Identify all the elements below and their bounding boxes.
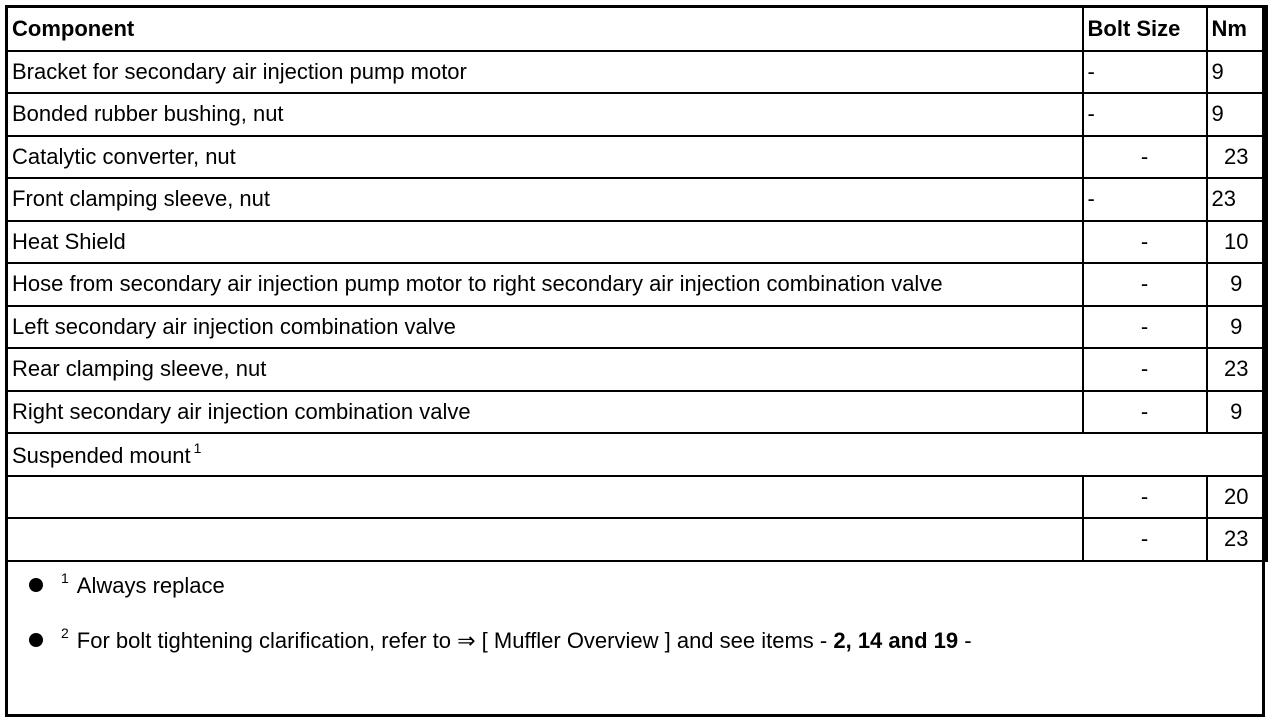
table-row-suspended-mount: [7, 433, 1267, 476]
cell-component: Catalytic converter, nut: [7, 136, 1083, 179]
cell-bolt-size: -: [1083, 178, 1207, 221]
cell-component: Bracket for secondary air injection pump motor: [7, 51, 1083, 94]
table-row: [7, 93, 1267, 136]
header-component: Component: [7, 7, 1083, 51]
header-bolt-size: Bolt Size: [1083, 7, 1207, 51]
footnote-ref: 1: [193, 439, 202, 456]
footnote-items-bold: 2, 14 and 19: [833, 628, 959, 653]
cell-nm: 9: [1207, 306, 1267, 349]
cell-nm: 9: [1207, 263, 1267, 306]
bullet-icon: [29, 633, 43, 647]
table-row: [7, 518, 1267, 561]
suspended-mount-label: Suspended mount: [12, 442, 191, 468]
table-row: [7, 391, 1267, 434]
cell-bolt-size: -: [1083, 136, 1207, 179]
cell-bolt-size: -: [1083, 391, 1207, 434]
table-header-row: [7, 7, 1267, 51]
table-row: [7, 178, 1267, 221]
cell-bolt-size: -: [1083, 51, 1207, 94]
cell-nm: 23: [1207, 136, 1267, 179]
cell-bolt-size: -: [1083, 518, 1207, 561]
cell-nm: 9: [1207, 51, 1267, 94]
cell-component: [7, 518, 1083, 561]
table-row: [7, 136, 1267, 179]
footnote-item: [29, 625, 972, 654]
footnote-text: Always replace: [76, 573, 225, 598]
cell-bolt-size: -: [1083, 306, 1207, 349]
cell-suspended-mount: [7, 433, 1267, 476]
torque-table: [5, 5, 1268, 562]
cell-component: Heat Shield: [7, 221, 1083, 264]
cell-component: Left secondary air injection combination valve: [7, 306, 1083, 349]
cell-bolt-size: -: [1083, 221, 1207, 264]
table-row: [7, 221, 1267, 264]
cell-bolt-size: -: [1083, 263, 1207, 306]
cell-nm: 9: [1207, 93, 1267, 136]
footnote-item: [29, 570, 225, 599]
cell-component: [7, 476, 1083, 519]
cell-component: Hose from secondary air injection pump motor to right secondary air injection combination valve: [7, 263, 1083, 306]
cell-nm: 23: [1207, 348, 1267, 391]
table-row: [7, 51, 1267, 94]
cell-bolt-size: -: [1083, 93, 1207, 136]
table-row: [7, 263, 1267, 306]
cell-bolt-size: -: [1083, 348, 1207, 391]
cell-nm: 9: [1207, 391, 1267, 434]
footnote-number: 2: [61, 625, 69, 641]
cell-nm: 20: [1207, 476, 1267, 519]
cell-component: Bonded rubber bushing, nut: [7, 93, 1083, 136]
table-row: [7, 348, 1267, 391]
bullet-icon: [29, 578, 43, 592]
header-nm: Nm: [1207, 7, 1267, 51]
footnote-number: 1: [61, 570, 69, 586]
table-row: [7, 306, 1267, 349]
cell-nm: 23: [1207, 518, 1267, 561]
cell-nm: 10: [1207, 221, 1267, 264]
table-row: [7, 476, 1267, 519]
footnote-tail: -: [958, 628, 972, 653]
cell-component: Front clamping sleeve, nut: [7, 178, 1083, 221]
footnote-text: For bolt tightening clarification, refer to ⇒ [ Muffler Overview ] and see items -: [76, 628, 834, 653]
cell-nm: 23: [1207, 178, 1267, 221]
cell-component: Right secondary air injection combination valve: [7, 391, 1083, 434]
cell-bolt-size: -: [1083, 476, 1207, 519]
cell-component: Rear clamping sleeve, nut: [7, 348, 1083, 391]
